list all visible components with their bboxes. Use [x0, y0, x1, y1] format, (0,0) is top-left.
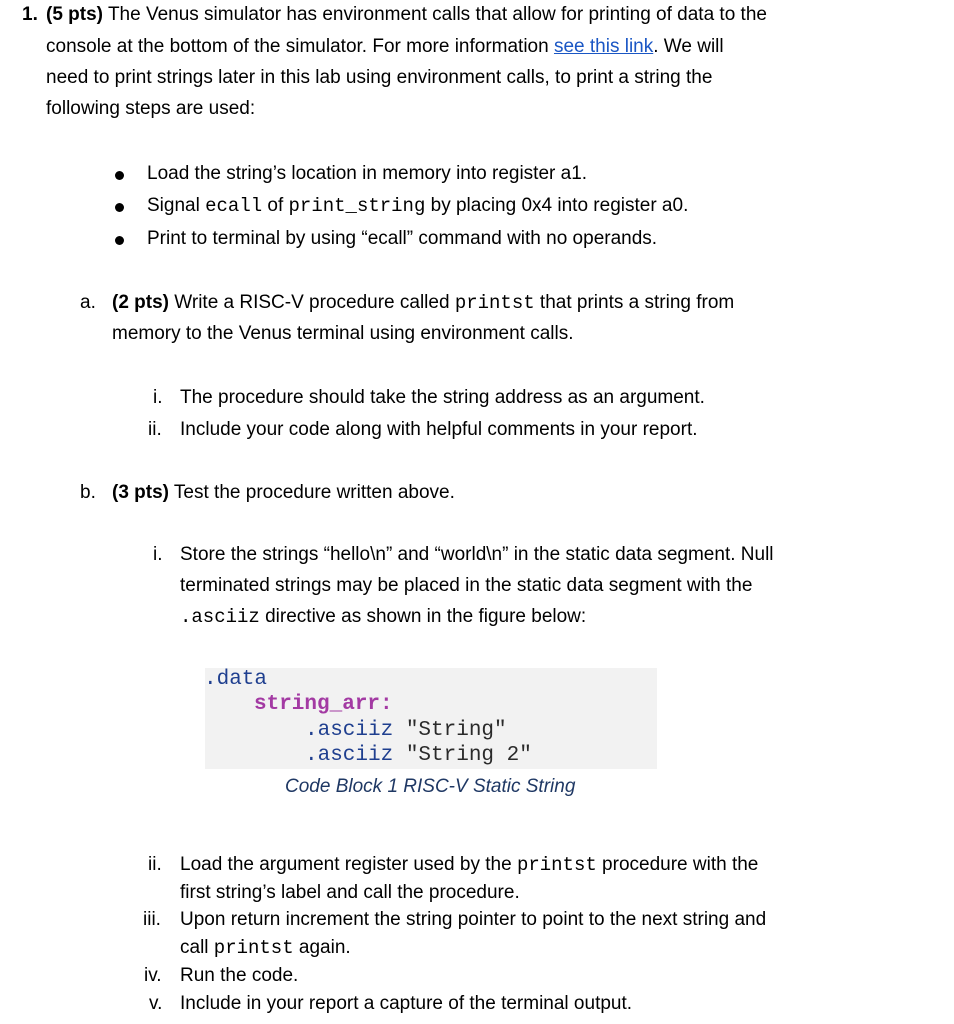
question-points: (5 pts): [46, 4, 103, 25]
code-line-asciiz-2: [305, 744, 532, 767]
bullet-item-3: Print to terminal by using “ecall” command with no operands.: [147, 228, 658, 249]
code-line-data: .data: [204, 668, 268, 691]
part-b-label: b.: [80, 482, 96, 503]
print-string-code: print_string: [288, 195, 426, 217]
question-line-1: [46, 4, 767, 26]
part-b-item-5: Include in your report a capture of the terminal output.: [180, 993, 633, 1014]
part-b-item-3-text-b: again.: [293, 937, 351, 958]
part-a-item-1: The procedure should take the string address as an argument.: [180, 387, 705, 408]
part-b-item-3-line-1: Upon return increment the string pointer to point to the next string and: [180, 909, 767, 930]
part-b-text-1: Test the procedure written above.: [169, 482, 455, 503]
part-b-item-1-num: i.: [153, 544, 163, 565]
question-line-2: [46, 36, 724, 58]
question-line-3: need to print strings later in this lab using environment calls, to print a string the: [46, 67, 713, 88]
code-line-asciiz-1: [305, 719, 507, 742]
part-b-item-2-line-2: first string’s label and call the procedure.: [180, 882, 520, 903]
bullet-dot-2: [115, 203, 124, 212]
part-a-item-1-num: i.: [153, 387, 163, 408]
part-b-item-2-text-b: procedure with the: [596, 854, 759, 875]
part-a-item-2-num: ii.: [148, 419, 162, 440]
ecall-code: ecall: [205, 195, 263, 217]
printst-code-3: printst: [213, 937, 294, 959]
part-b-item-1-text-3: directive as shown in the figure below:: [259, 606, 587, 627]
part-b-item-5-num: v.: [149, 993, 163, 1014]
part-b-points: (3 pts): [112, 482, 169, 503]
code-block-caption: Code Block 1 RISC-V Static String: [285, 776, 576, 797]
code-asciiz-1-string: "String": [393, 719, 507, 742]
part-b-item-3-line-2: [180, 937, 351, 959]
question-text-1: The Venus simulator has environment calls that allow for printing of data to the: [107, 4, 767, 25]
question-line-4: following steps are used:: [46, 98, 256, 119]
part-a-line-2: memory to the Venus terminal using environment calls.: [112, 323, 574, 344]
question-text-2a: console at the bottom of the simulator. For more information: [46, 36, 554, 57]
part-a-text-1b: that prints a string from: [534, 292, 735, 313]
part-b-item-3-text-a: call: [180, 937, 214, 958]
part-b-item-4-num: iv.: [144, 965, 162, 986]
code-line-label: string_arr:: [254, 693, 393, 716]
part-a-text-1a: Write a RISC-V procedure called: [169, 292, 455, 313]
part-b-item-1-line-1: Store the strings “hello\n” and “world\n” in the static data segment. Null: [180, 544, 774, 565]
bullet-dot-1: [115, 171, 124, 180]
part-a-points: (2 pts): [112, 292, 169, 313]
bullet-item-1: Load the string’s location in memory into register a1.: [147, 163, 588, 184]
part-b-item-3-num: iii.: [143, 909, 161, 930]
part-b-item-2-num: ii.: [148, 854, 162, 875]
see-this-link[interactable]: see this link: [553, 36, 654, 57]
part-b-item-2-text-a: Load the argument register used by the: [180, 854, 517, 875]
part-b-line-1: [112, 482, 455, 504]
bullet-2-text-b: of: [262, 195, 289, 216]
bullet-item-2: [147, 195, 688, 217]
printst-code-2: printst: [516, 854, 597, 876]
question-text-2b: . We will: [653, 36, 724, 57]
part-a-label: a.: [80, 292, 96, 313]
code-asciiz-2-keyword: .asciiz: [305, 744, 394, 767]
part-a-line-1: [112, 292, 734, 314]
bullet-2-text-a: Signal: [147, 195, 206, 216]
code-asciiz-1-keyword: .asciiz: [305, 719, 394, 742]
printst-code: printst: [454, 292, 535, 314]
part-a-item-2: Include your code along with helpful comments in your report.: [180, 419, 698, 440]
bullet-2-text-c: by placing 0x4 into register a0.: [425, 195, 689, 216]
part-b-item-1-line-3: [180, 606, 586, 628]
part-b-item-2-line-1: [180, 854, 758, 876]
part-b-item-4: Run the code.: [180, 965, 299, 986]
part-b-item-1-line-2: terminated strings may be placed in the static data segment with the: [180, 575, 753, 596]
question-number: 1.: [22, 4, 38, 25]
code-asciiz-2-string: "String 2": [393, 744, 532, 767]
bullet-dot-3: [115, 236, 124, 245]
asciiz-code: .asciiz: [180, 606, 260, 628]
